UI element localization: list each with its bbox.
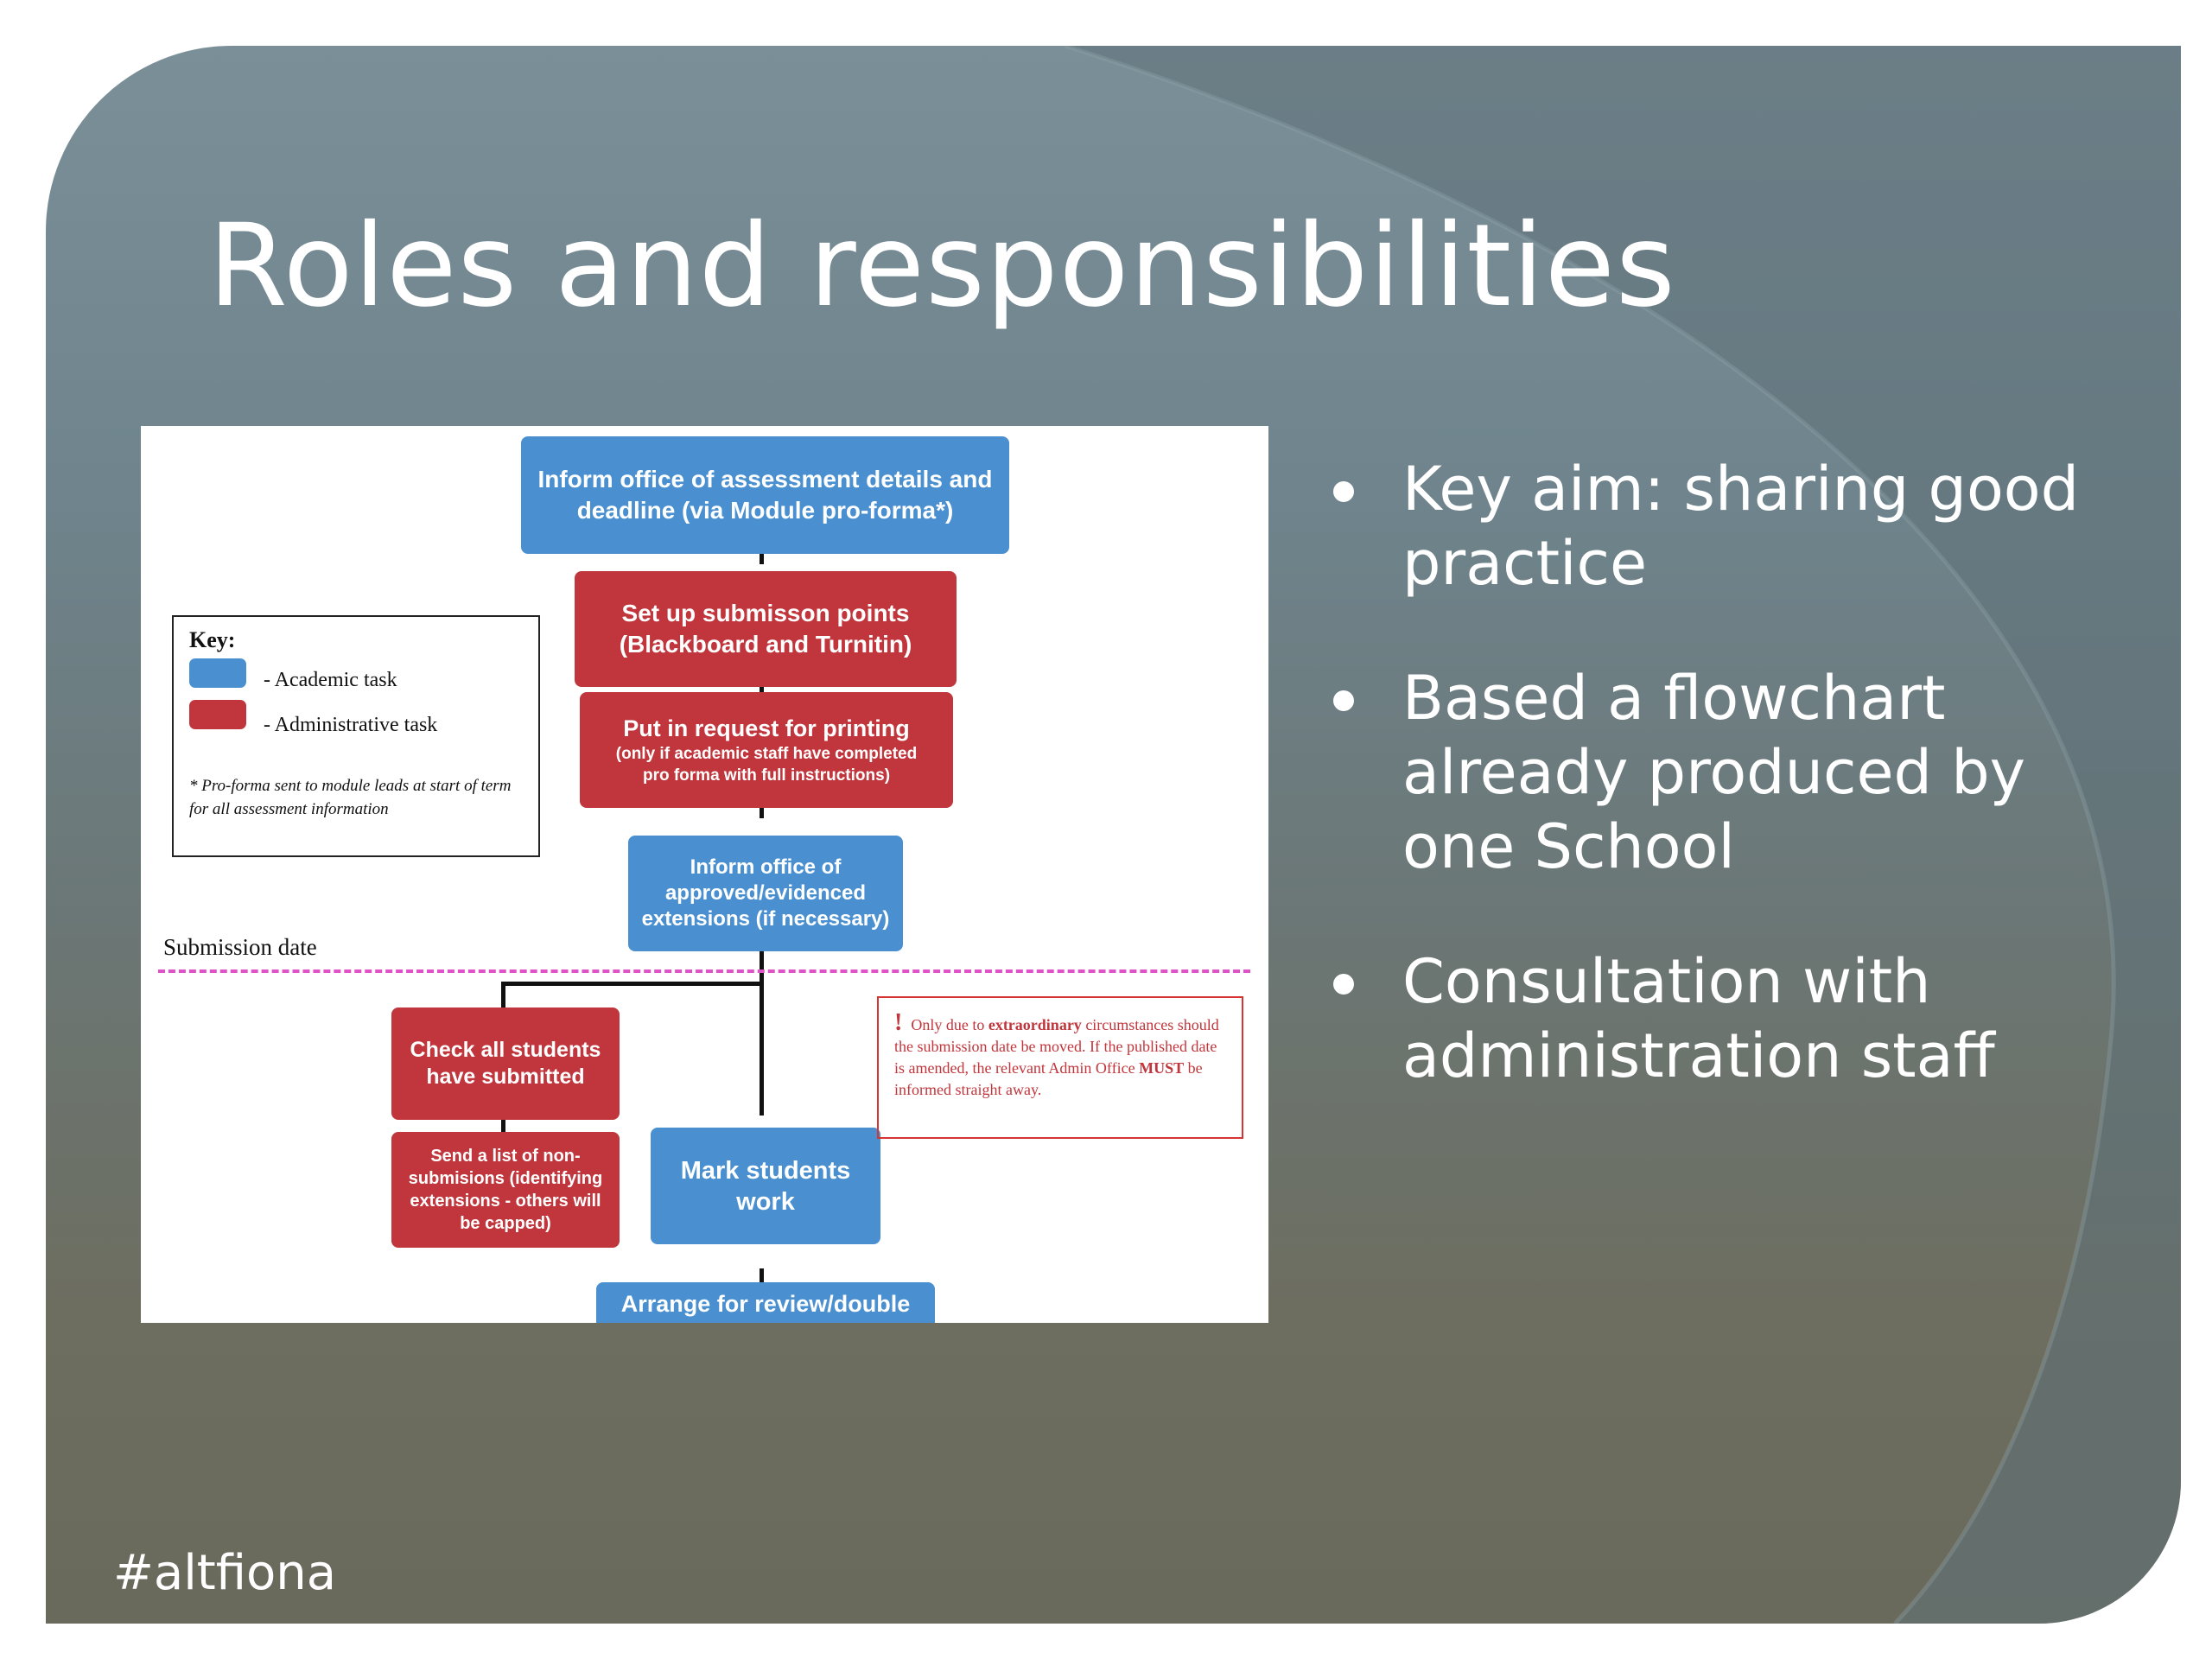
warning-emphasis: extraordinary bbox=[988, 1016, 1082, 1033]
bullet-dot-icon bbox=[1333, 974, 1354, 995]
warning-text: be informed straight away. bbox=[894, 1059, 1203, 1098]
warning-text: circumstances should the submission date be moved. If the published date is amended, the relevant Admin Office bbox=[894, 1016, 1219, 1077]
connector-line bbox=[760, 554, 764, 564]
step-printing-request bbox=[580, 692, 953, 808]
bullet-dot-icon bbox=[1333, 481, 1354, 502]
bullet-item bbox=[1290, 661, 2154, 884]
admin-swatch-icon bbox=[189, 700, 246, 729]
key-admin-label: - Administrative task bbox=[264, 714, 438, 736]
step-text: (Blackboard and Turnitin) bbox=[619, 631, 912, 658]
hashtag: #altfiona bbox=[113, 1545, 337, 1601]
warning-emphasis: MUST bbox=[1139, 1059, 1185, 1077]
step-send-list bbox=[391, 1132, 620, 1248]
key-academic-label: - Academic task bbox=[264, 669, 397, 691]
key-note: * Pro-forma sent to module leads at start of term for all assessment information bbox=[189, 777, 512, 818]
step-arrange-review bbox=[596, 1282, 935, 1323]
step-text: deadline (via Module pro-forma*) bbox=[576, 497, 954, 524]
step-text: approved/evidenced bbox=[664, 881, 867, 905]
step-check-submitted bbox=[391, 1007, 620, 1120]
bullet-dot-icon bbox=[1333, 690, 1354, 711]
bullet-item bbox=[1290, 944, 2154, 1093]
step-inform-office bbox=[521, 436, 1009, 554]
step-text: Mark students bbox=[680, 1156, 851, 1185]
step-mark-work bbox=[651, 1128, 880, 1244]
step-text: Inform office of assessment details and bbox=[537, 466, 993, 493]
warning-icon: ! bbox=[894, 1009, 903, 1036]
academic-swatch-icon bbox=[189, 658, 246, 688]
step-text: submisions (identifying bbox=[408, 1169, 603, 1188]
connector-line bbox=[760, 1268, 764, 1282]
submission-date-label: Submission date bbox=[163, 934, 317, 960]
connector-line bbox=[760, 808, 764, 818]
connector-line bbox=[760, 927, 764, 1116]
step-text: Send a list of non- bbox=[430, 1147, 581, 1166]
warning-text: Only due to bbox=[911, 1016, 988, 1033]
flowchart-key bbox=[172, 615, 540, 857]
step-setup-submission bbox=[575, 571, 957, 687]
step-inform-extensions bbox=[628, 836, 903, 951]
step-text: Set up submisson points bbox=[621, 600, 910, 626]
step-text: be capped) bbox=[460, 1214, 551, 1233]
flowchart-image bbox=[141, 426, 1268, 1323]
step-text: Inform office of bbox=[690, 855, 842, 879]
bullet-text: Key aim: sharing good practice bbox=[1402, 454, 2080, 599]
key-title: Key: bbox=[189, 627, 236, 652]
step-text: Check all students bbox=[410, 1038, 601, 1062]
step-note: pro forma with full instructions) bbox=[642, 766, 891, 785]
step-text: have submitted bbox=[426, 1065, 585, 1089]
submission-date-line bbox=[158, 969, 1250, 973]
step-text: work bbox=[736, 1187, 795, 1216]
bullet-text: Consultation with administration staff bbox=[1402, 946, 1995, 1091]
connector-line bbox=[501, 982, 762, 986]
step-note: (only if academic staff have completed bbox=[615, 744, 918, 763]
step-text: Arrange for review/double bbox=[620, 1291, 911, 1317]
slide-title: Roles and responsibilities bbox=[208, 200, 1676, 333]
bullet-list bbox=[1290, 452, 2154, 1154]
connector-line bbox=[501, 1120, 505, 1132]
warning-note bbox=[877, 996, 1243, 1139]
step-title: Put in request for printing bbox=[623, 715, 910, 741]
slide bbox=[46, 46, 2181, 1624]
step-text: extensions - others will bbox=[410, 1192, 601, 1211]
step-text: extensions (if necessary) bbox=[641, 907, 890, 931]
bullet-item bbox=[1290, 452, 2154, 601]
connector-line bbox=[501, 982, 505, 1007]
bullet-text: Based a flowchart already produced by one School bbox=[1402, 663, 2026, 882]
